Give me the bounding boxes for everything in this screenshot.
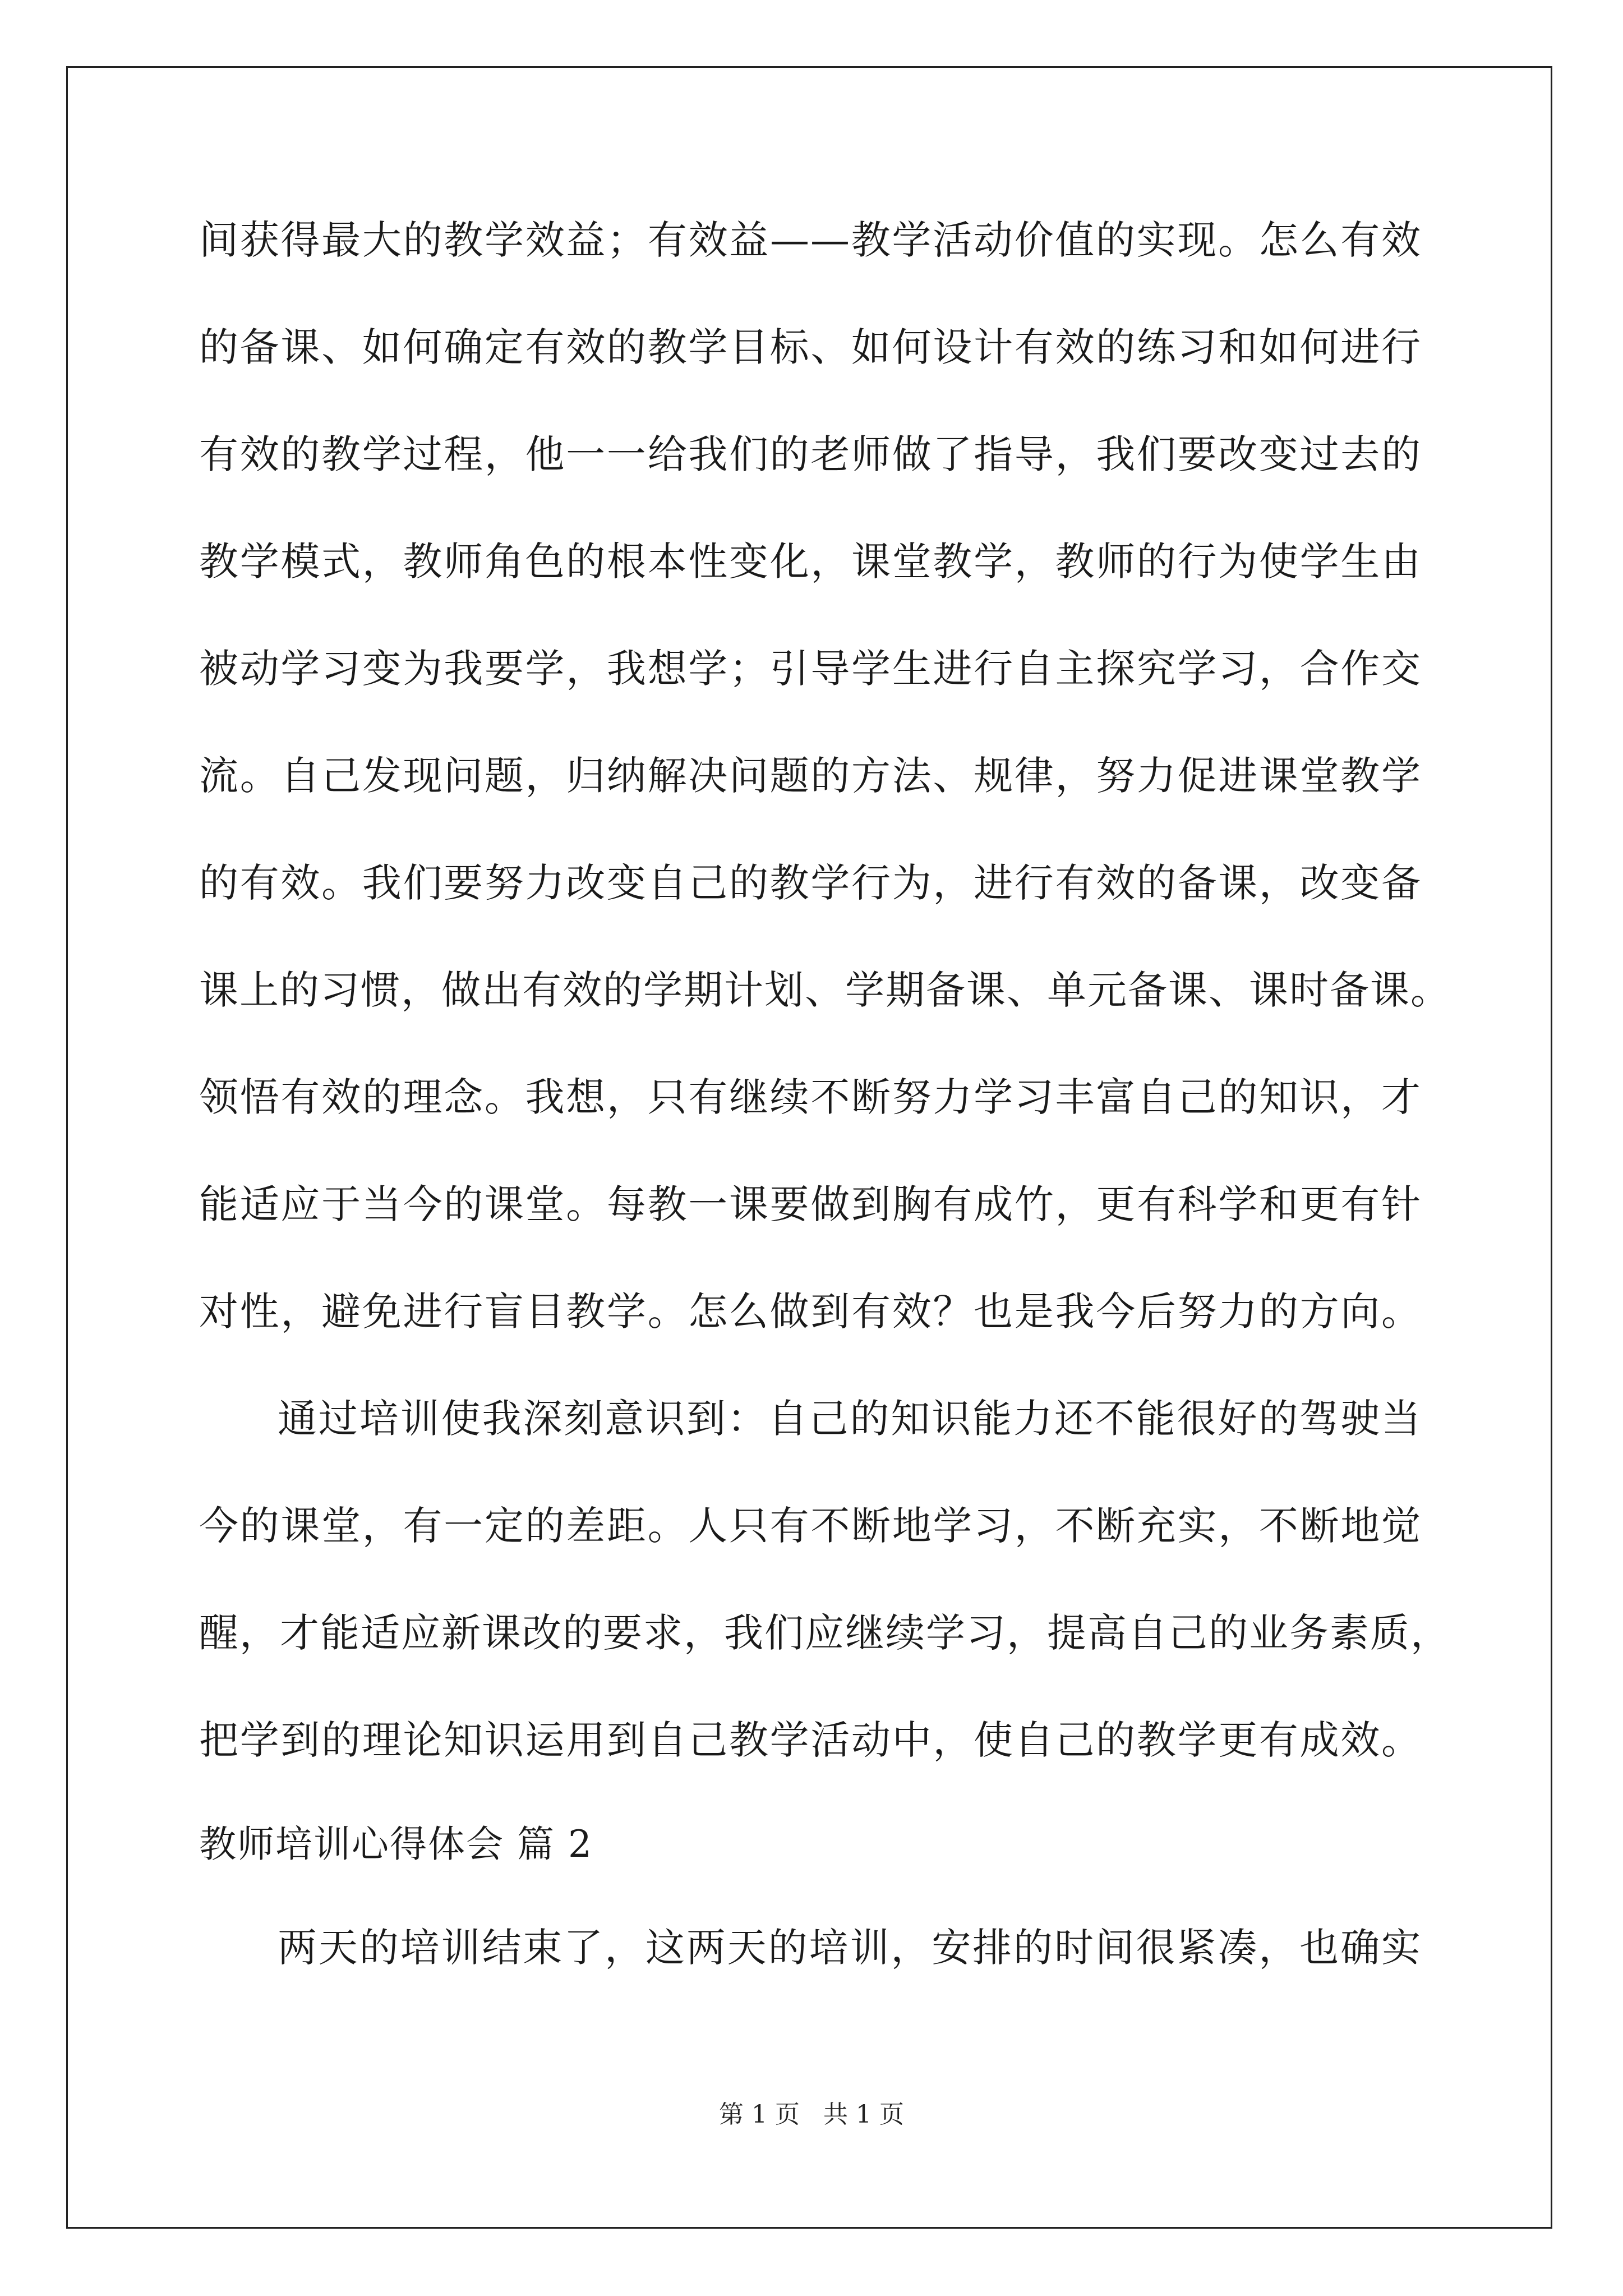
- text-line: 对性，避免进行盲目教学。怎么做到有效？也是我今后努力的方向。: [199, 1289, 1422, 1335]
- text-line: 流。自己发现问题，归纳解决问题的方法、规律，努力促进课堂教学: [199, 753, 1422, 799]
- section-heading: 教师培训心得体会 篇 2: [199, 1823, 593, 1866]
- paragraph-first-line: 两天的培训结束了，这两天的培训，安排的时间很紧凑，也确实: [278, 1925, 1422, 1971]
- text-line: 有效的教学过程，他一一给我们的老师做了指导，我们要改变过去的: [199, 431, 1422, 477]
- text-line: 间获得最大的教学效益；有效益——教学活动价值的实现。怎么有效: [199, 217, 1422, 263]
- text-line: 的有效。我们要努力改变自己的教学行为，进行有效的备课，改变备: [199, 860, 1422, 906]
- text-line: 能适应于当今的课堂。每教一课要做到胸有成竹，更有科学和更有针: [199, 1181, 1422, 1227]
- page-footer: 第 1 页 共 1 页: [719, 2100, 904, 2129]
- text-line: 的备课、如何确定有效的教学目标、如何设计有效的练习和如何进行: [199, 324, 1422, 370]
- text-line: 把学到的理论知识运用到自己教学活动中，使自己的教学更有成效。: [199, 1717, 1422, 1763]
- paragraph-first-line: 通过培训使我深刻意识到：自己的知识能力还不能很好的驾驶当: [278, 1396, 1422, 1442]
- text-line: 被动学习变为我要学，我想学；引导学生进行自主探究学习，合作交: [199, 646, 1422, 692]
- text-line: 醒，才能适应新课改的要求，我们应继续学习，提高自己的业务素质，: [199, 1610, 1451, 1656]
- page-border: [66, 66, 1552, 2229]
- text-line: 今的课堂，有一定的差距。人只有不断地学习，不断充实，不断地觉: [199, 1503, 1422, 1549]
- text-line: 教学模式，教师角色的根本性变化，课堂教学，教师的行为使学生由: [199, 539, 1422, 585]
- text-line: 领悟有效的理念。我想，只有继续不断努力学习丰富自己的知识，才: [199, 1074, 1422, 1120]
- text-line: 课上的习惯，做出有效的学期计划、学期备课、单元备课、课时备课。: [199, 967, 1451, 1013]
